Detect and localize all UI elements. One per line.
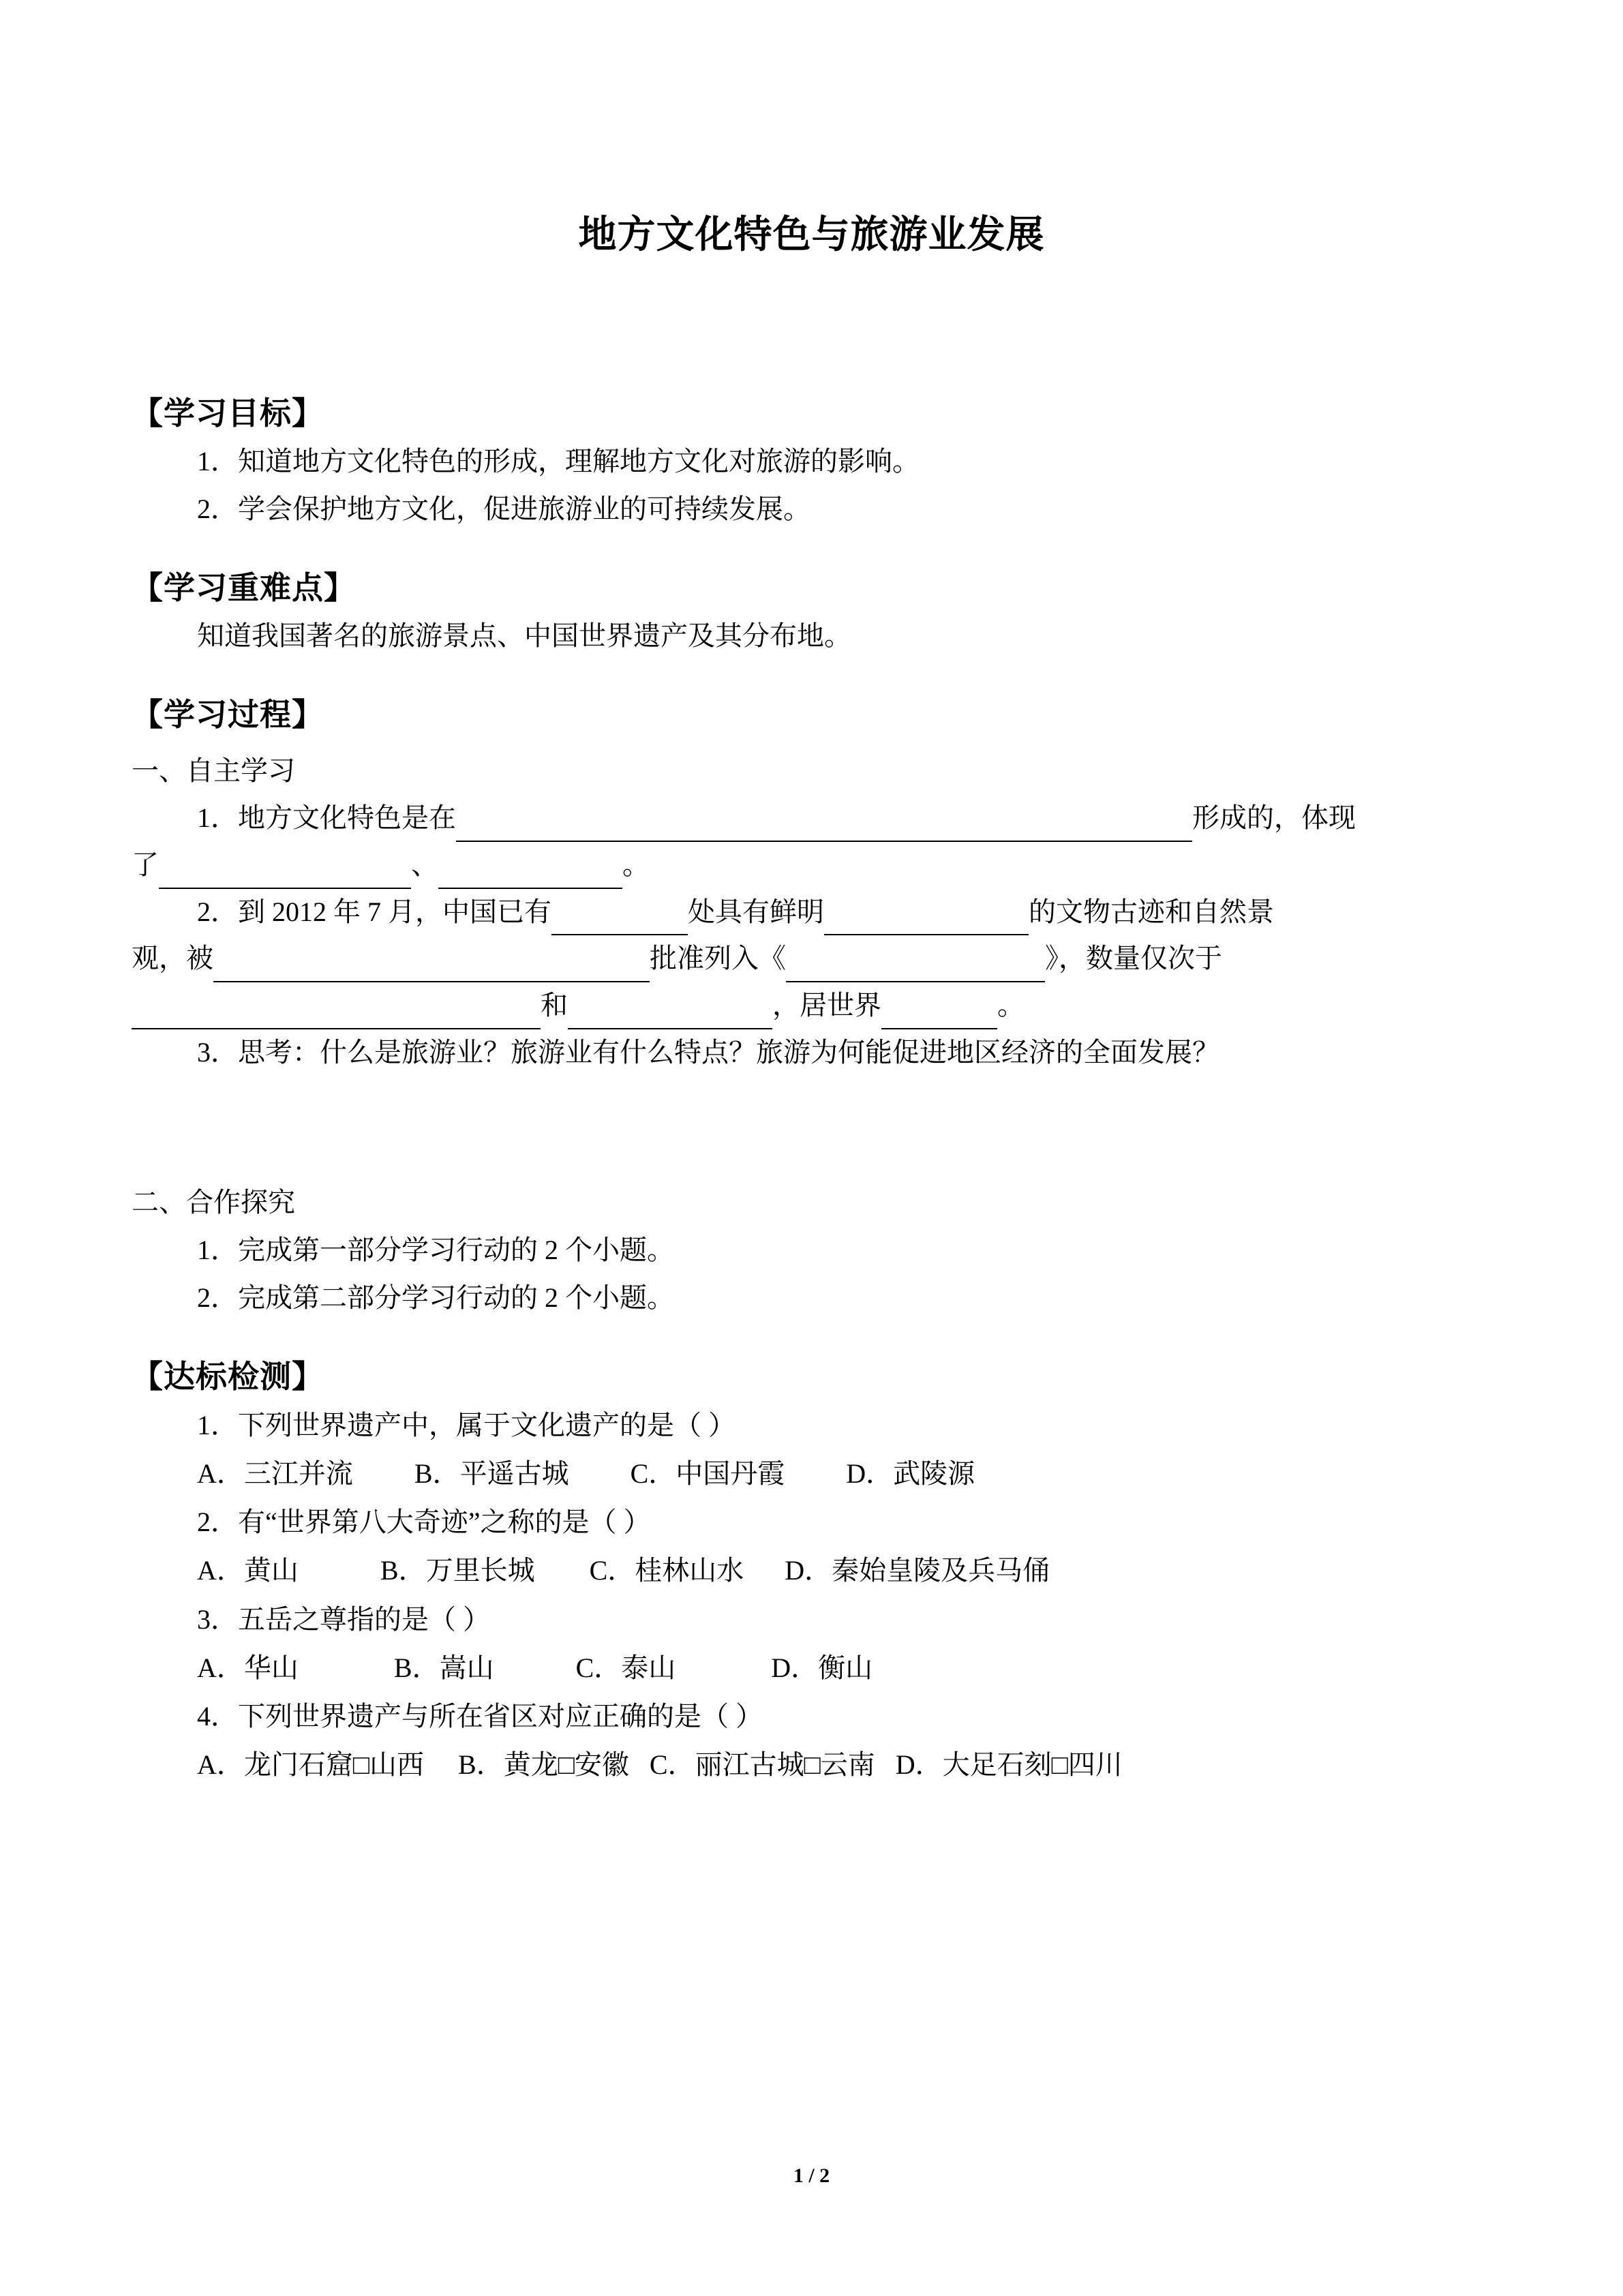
quiz-question-3-stem: 3．五岳之尊指的是（ ） — [197, 1603, 490, 1635]
q2-blank-7 — [881, 1003, 997, 1029]
part-one-question-2-cont-1 — [132, 935, 1491, 982]
q2-blank-6 — [568, 1003, 772, 1029]
q2-blank-2 — [824, 909, 1029, 935]
part-two-item-2: 2．完成第二部分学习行动的 2 个小题。 — [197, 1282, 674, 1313]
q2-blank-1 — [551, 909, 688, 935]
part-one-question-2-cont-2 — [132, 982, 1491, 1029]
q2-text-i: 。 — [997, 990, 1025, 1021]
q2-text-h: ，居世界 — [772, 990, 881, 1021]
q1-blank-1 — [456, 816, 1192, 842]
answer-space — [132, 1076, 1491, 1179]
q1-text-e: 。 — [622, 849, 650, 880]
part-one-label: 一、自主学习 — [132, 755, 295, 786]
q2-blank-3 — [213, 956, 650, 982]
quiz-question-1-stem: 1．下列世界遗产中，属于文化遗产的是（ ） — [197, 1409, 735, 1440]
page-number: 1 / 2 — [793, 2164, 830, 2187]
quiz-question-2-options: A．黄山 B．万里长城 C．桂林山水 D．秦始皇陵及兵马俑 — [197, 1555, 1050, 1586]
q2-text-f: 》，数量仅次于 — [1045, 943, 1222, 974]
document-body — [132, 0, 1491, 1789]
section-heading-key-points: 【学习重难点】 — [132, 571, 356, 605]
q2-text-e: 批准列入《 — [650, 943, 786, 974]
part-one-question-3: 3．思考：什么是旅游业？旅游业有什么特点？旅游为何能促进地区经济的全面发展？ — [197, 1036, 1219, 1068]
section-heading-quiz: 【达标检测】 — [132, 1359, 324, 1394]
q2-text-c: 的文物古迹和自然景 — [1029, 896, 1274, 927]
quiz-question-1-options: A．三江并流 B．平遥古城 C．中国丹霞 D．武陵源 — [197, 1457, 975, 1489]
quiz-question-4-stem: 4．下列世界遗产与所在省区对应正确的是（ ） — [197, 1700, 763, 1732]
quiz-question-4-options: A．龙门石窟□山西 B．黄龙□安徽 C．丽江古城□云南 D．大足石刻□四川 — [197, 1749, 1123, 1781]
q1-blank-2 — [159, 863, 411, 889]
q1-text-a: 1．地方文化特色是在 — [197, 802, 456, 833]
q2-text-a: 2．到 2012 年 7 月，中国已有 — [197, 896, 551, 927]
q1-text-c: 了 — [132, 849, 159, 880]
q1-blank-3 — [438, 863, 622, 889]
q2-blank-5 — [132, 1003, 541, 1029]
key-point-item-1: 知道我国著名的旅游景点、中国世界遗产及其分布地。 — [197, 620, 851, 651]
q2-blank-4 — [786, 956, 1045, 982]
q2-text-g: 和 — [541, 990, 568, 1021]
q1-text-b: 形成的，体现 — [1192, 802, 1356, 833]
part-one-question-1-cont — [132, 842, 1491, 889]
q2-text-d: 观，被 — [132, 943, 213, 974]
page-title: 地方文化特色与旅游业发展 — [578, 214, 1045, 256]
part-two-label: 二、合作探究 — [132, 1186, 295, 1218]
section-heading-process: 【学习过程】 — [132, 697, 324, 732]
part-one-question-1 — [132, 795, 1491, 842]
part-two-item-1: 1．完成第一部分学习行动的 2 个小题。 — [197, 1234, 674, 1265]
quiz-question-3-options: A．华山 B．嵩山 C．泰山 D．衡山 — [197, 1652, 873, 1683]
part-one-question-2 — [132, 889, 1491, 936]
quiz-question-2-stem: 2．有“世界第八大奇迹”之称的是（ ） — [197, 1507, 651, 1538]
q2-text-b: 处具有鲜明 — [688, 896, 824, 927]
objective-item-2: 2．学会保护地方文化，促进旅游业的可持续发展。 — [197, 494, 810, 524]
q1-text-d: 、 — [411, 849, 438, 880]
objective-item-1: 1．知道地方文化特色的形成，理解地方文化对旅游的影响。 — [197, 446, 920, 477]
section-heading-objectives: 【学习目标】 — [132, 396, 324, 431]
